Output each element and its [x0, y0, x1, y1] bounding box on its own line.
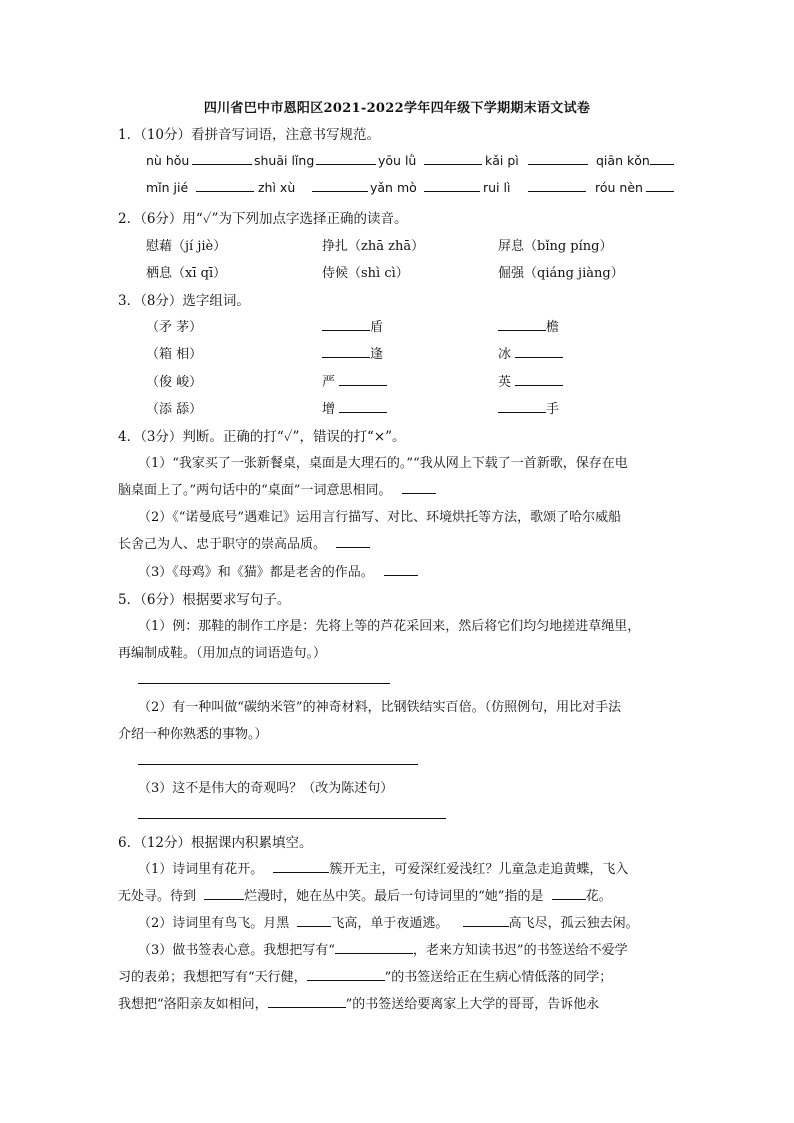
- answer-blank[interactable]: [384, 563, 418, 576]
- judge-item-3: [138, 561, 418, 580]
- judge-item-2-line-1: （2）《“诺曼底号”遇难记》运用言行描写、对比、环境烘托等方法，歌颂了哈尔威船: [138, 510, 622, 525]
- exam-title: 四川省巴中市恩阳区2021-2022学年四年级下学期期末语文试卷: [203, 101, 591, 116]
- judge-item-2-text: 长舍己为人、忠于职守的崇高品质。: [118, 537, 327, 552]
- sentence-item-3: （3）这不是伟大的奇观吗？（改为陈述句）: [138, 781, 394, 796]
- fill-text: （3）做书签表心意。我想把写有“: [138, 943, 335, 958]
- answer-blank[interactable]: [268, 995, 346, 1008]
- answer-blank[interactable]: [307, 968, 385, 981]
- char-pair: （矛 茅）: [146, 320, 203, 335]
- fill-text: ”的书签送给要离家上大学的哥哥，告诉他永: [345, 997, 600, 1012]
- word-suffix: 盾: [370, 320, 384, 335]
- fill-text: ”的书签送给正在生病心情低落的同学；: [384, 970, 613, 985]
- answer-blank[interactable]: [498, 400, 546, 413]
- reading-item: 挣扎（zhā zhā）: [322, 239, 425, 254]
- answer-blank[interactable]: [316, 152, 376, 165]
- answer-blank[interactable]: [335, 941, 413, 954]
- answer-blank[interactable]: [515, 373, 563, 386]
- reading-item: 倔强（qiáng jiàng）: [498, 266, 624, 281]
- answer-blank[interactable]: [424, 179, 480, 192]
- answer-blank[interactable]: [196, 179, 254, 192]
- fill-text: 簇开无主，可爱深红爱浅红？儿童急走追黄蝶，飞入: [329, 862, 629, 877]
- sentence-item-1-line-2: 再编制成鞋。（用加点的词语造句。）: [118, 646, 327, 661]
- question-1-stem: 1．（10分）看拼音写词语，注意书写规范。: [118, 127, 381, 143]
- answer-blank[interactable]: [336, 535, 370, 548]
- fill-text: 习的表弟；我想把写有“天行健，: [118, 970, 307, 985]
- question-3-stem: 3．（8分）选字组词。: [118, 293, 250, 309]
- pinyin-item: zhì xù: [258, 180, 296, 195]
- judge-item-1-text: 脑桌面上了。”两句话中的“桌面”一词意思相同。: [118, 483, 392, 498]
- fill-item-3-line-1: [138, 939, 628, 958]
- char-pair: （添 舔）: [146, 402, 203, 417]
- fill-text: 高飞尽，孤云独去闲。: [508, 916, 639, 931]
- pinyin-item: mǐn jié: [146, 180, 189, 195]
- answer-blank[interactable]: [552, 887, 586, 900]
- answer-blank[interactable]: [312, 179, 368, 192]
- sentence-item-2-line-1: （2）有一种叫做“碳纳米管”的神奇材料，比钢铁结实百倍。（仿照例句，用比对手法: [138, 700, 622, 715]
- answer-blank[interactable]: [402, 481, 436, 494]
- sentence-item-2-line-2: 介绍一种你熟悉的事物。）: [118, 727, 268, 742]
- fill-item-2: [138, 912, 639, 931]
- reading-item: 栖息（xī qī）: [146, 266, 227, 281]
- word-suffix: 逢: [370, 347, 384, 362]
- fill-text: （2）诗词里有鸟飞。月黑: [138, 916, 290, 931]
- word-suffix: 手: [546, 402, 560, 417]
- word-suffix: 檐: [546, 320, 560, 335]
- answer-blank[interactable]: [322, 318, 370, 331]
- sentence-item-1-line-1: （1）例：那鞋的制作工序是：先将上等的芦花采回来，然后将它们均匀地搓进草绳里，: [138, 619, 641, 634]
- fill-item-3-line-2: [118, 966, 612, 985]
- reading-item: 侍候（shì cì）: [322, 266, 409, 281]
- answer-blank[interactable]: [515, 345, 563, 358]
- char-pair: （俊 峻）: [146, 375, 203, 390]
- fill-text: 无处寻。待到: [118, 889, 197, 904]
- fill-item-1-line-1: [138, 858, 628, 877]
- pinyin-item: nù hǒu: [146, 153, 190, 168]
- question-6-stem: 6．（12分）根据课内积累填空。: [118, 835, 313, 851]
- answer-blank[interactable]: [528, 179, 586, 192]
- answer-blank[interactable]: [339, 400, 387, 413]
- pinyin-item: yǎn mò: [370, 180, 417, 195]
- reading-item: 屏息（bǐng píng）: [498, 239, 613, 254]
- answer-blank[interactable]: [424, 152, 482, 165]
- pinyin-item: shuāi lǐng: [254, 153, 315, 168]
- fill-text: 我想把“洛阳亲友如相问，: [118, 997, 268, 1012]
- answer-line[interactable]: [138, 764, 418, 765]
- word-prefix: 严: [322, 375, 336, 390]
- question-5-stem: 5．（6分）根据要求写句子。: [118, 592, 291, 608]
- judge-item-1-line-2: [118, 479, 436, 498]
- pinyin-item: yōu lǜ: [378, 153, 417, 168]
- question-2-stem: 2．（6分）用“✓”为下列加点字选择正确的读音。: [118, 211, 408, 227]
- pinyin-item: róu nèn: [595, 180, 643, 195]
- question-4-stem: 4．（3分）判断。正确的打“✓”，错误的打“×”。: [118, 429, 406, 445]
- answer-blank[interactable]: [297, 914, 331, 927]
- answer-line[interactable]: [138, 818, 446, 819]
- fill-item-1-line-2: [118, 885, 612, 904]
- fill-text: ，老来方知读书迟”的书签送给不爱学: [412, 943, 628, 958]
- answer-blank[interactable]: [650, 152, 674, 165]
- answer-blank[interactable]: [463, 914, 509, 927]
- fill-item-3-line-3: [118, 993, 599, 1012]
- word-prefix: 增: [322, 402, 336, 417]
- judge-item-2-line-2: [118, 533, 370, 552]
- answer-blank[interactable]: [273, 860, 329, 873]
- judge-item-1-line-1: （1）“我家买了一张新餐桌，桌面是大理石的。”“我从网上下载了一首新歌，保存在电: [138, 456, 628, 471]
- answer-blank[interactable]: [646, 179, 674, 192]
- fill-text: 飞高，单于夜遁逃。: [331, 916, 449, 931]
- answer-blank[interactable]: [528, 152, 588, 165]
- pinyin-item: qiān kǒn: [596, 153, 650, 168]
- char-pair: （箱 相）: [146, 347, 203, 362]
- pinyin-item: kǎi pì: [485, 153, 519, 168]
- fill-text: （1）诗词里有花开。: [138, 862, 264, 877]
- judge-item-3-text: （3）《母鸡》和《猫》都是老舍的作品。: [138, 565, 374, 580]
- fill-text: 花。: [585, 889, 612, 904]
- answer-line[interactable]: [138, 683, 390, 684]
- answer-blank[interactable]: [498, 318, 546, 331]
- fill-text: 烂漫时，她在丛中笑。最后一句诗词里的“她”指的是: [244, 889, 544, 904]
- answer-blank[interactable]: [204, 887, 244, 900]
- reading-item: 慰藉（jí jiè）: [146, 239, 227, 254]
- word-prefix: 冰: [498, 347, 512, 362]
- answer-blank[interactable]: [192, 152, 252, 165]
- word-prefix: 英: [498, 375, 512, 390]
- answer-blank[interactable]: [339, 373, 387, 386]
- pinyin-item: rui lì: [483, 180, 511, 195]
- answer-blank[interactable]: [322, 345, 370, 358]
